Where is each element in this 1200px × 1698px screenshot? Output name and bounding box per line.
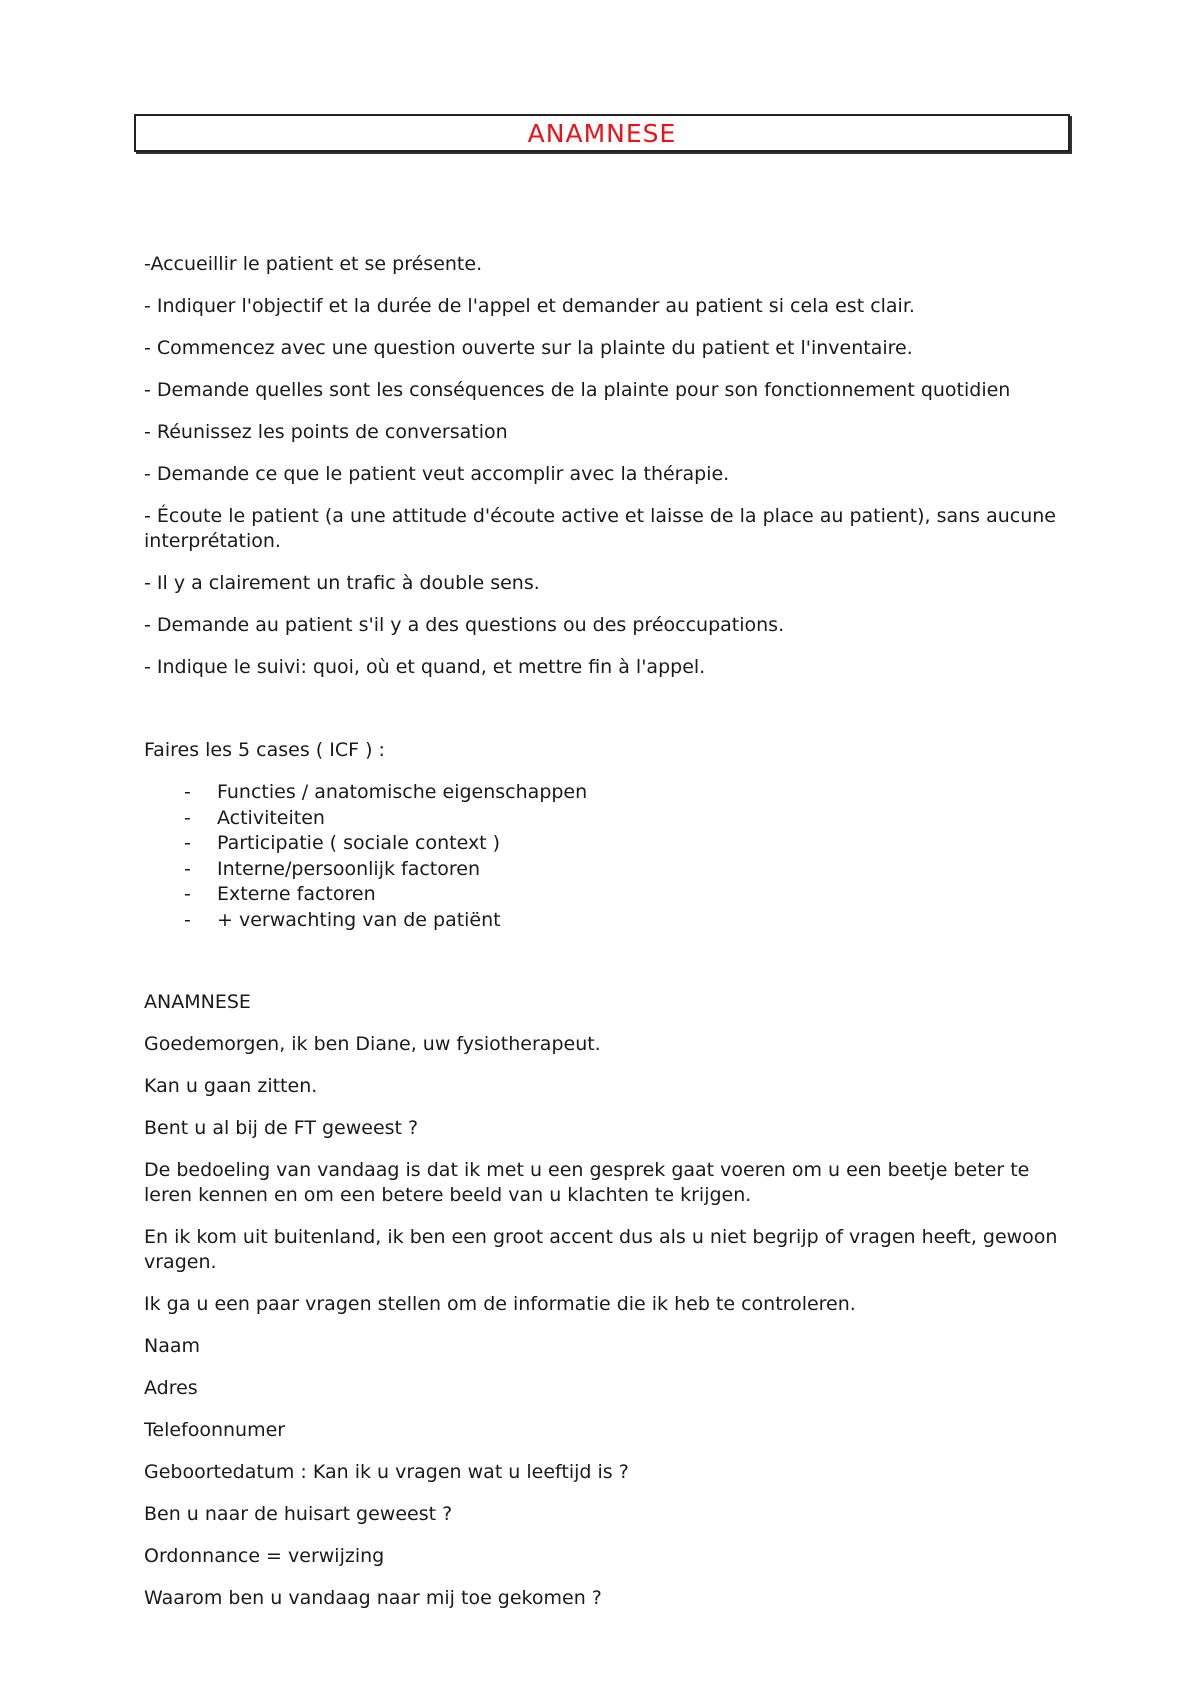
script-line: De bedoeling van vandaag is dat ik met u een gesprek gaat voeren om u een beetje beter te leren kennen en om een betere beeld van u klachten te krijgen. [144, 1158, 1030, 1206]
script-line: Geboortedatum : Kan ik u vragen wat u leeftijd is ? [144, 1460, 629, 1483]
script-line: Adres [144, 1376, 198, 1399]
script-line: Bent u al bij de FT geweest ? [144, 1116, 419, 1139]
icf-item-label: Externe factoren [217, 883, 376, 906]
bullet-dash: - [184, 908, 191, 931]
icf-item-label: Functies / anatomische eigenschappen [217, 781, 588, 803]
icf-list-item [144, 857, 1064, 883]
script-line: Ik ga u een paar vragen stellen om de informatie die ik heb te controleren. [144, 1292, 856, 1315]
document-title: ANAMNESE [527, 118, 677, 148]
script-line: Waarom ben u vandaag naar mij toe gekomen ? [144, 1586, 602, 1609]
script-line: Ordonnance = verwijzing [144, 1544, 385, 1567]
step-item: - Demande au patient s'il y a des questions ou des préoccupations. [144, 614, 785, 636]
icf-list [144, 780, 1064, 934]
icf-list-item [144, 780, 1064, 806]
step-item: - Écoute le patient (a une attitude d'écoute active et laisse de la place au patient), sans aucune interprétation. [144, 505, 1056, 552]
step-item: - Commencez avec une question ouverte sur la plainte du patient et l'inventaire. [144, 337, 913, 359]
step-item: - Indique le suivi: quoi, où et quand, et mettre fin à l'appel. [144, 656, 706, 678]
step-item: - Il y a clairement un trafic à double sens. [144, 572, 540, 594]
script-heading: ANAMNESE [144, 990, 251, 1013]
icf-item-label: + verwachting van de patiënt [217, 908, 501, 931]
icf-list-item [144, 908, 1064, 934]
script-line: Ben u naar de huisart geweest ? [144, 1502, 453, 1525]
icf-list-item [144, 882, 1064, 908]
section-spacer [144, 697, 1064, 738]
step-item: -Accueillir le patient et se présente. [144, 253, 483, 275]
step-item: - Demande ce que le patient veut accomplir avec la thérapie. [144, 463, 730, 485]
icf-item-label: Participatie ( sociale context ) [217, 832, 501, 855]
icf-list-item [144, 806, 1064, 832]
script-line: Telefoonnumer [144, 1418, 286, 1441]
step-item: - Réunissez les points de conversation [144, 421, 508, 443]
document-body [144, 252, 1064, 1628]
script-line: Kan u gaan zitten. [144, 1074, 318, 1097]
script-line: Goedemorgen, ik ben Diane, uw fysiotherapeut. [144, 1032, 601, 1055]
icf-heading: Faires les 5 cases ( ICF ) : [144, 739, 385, 761]
bullet-dash: - [184, 806, 191, 829]
section-spacer [144, 934, 1064, 990]
bullet-dash: - [184, 781, 191, 803]
bullet-dash: - [184, 832, 191, 855]
bullet-dash: - [184, 857, 191, 880]
step-item: - Demande quelles sont les conséquences de la plainte pour son fonctionnement quotidien [144, 379, 1011, 401]
script-line: En ik kom uit buitenland, ik ben een groot accent dus als u niet begrijp of vragen heeft, gewoon vragen. [144, 1225, 1058, 1273]
script-line: Naam [144, 1334, 201, 1357]
step-item: - Indiquer l'objectif et la durée de l'appel et demander au patient si cela est clair. [144, 295, 915, 317]
icf-item-label: Activiteiten [217, 806, 325, 829]
bullet-dash: - [184, 883, 191, 906]
icf-list-item [144, 831, 1064, 857]
title-box [134, 114, 1070, 152]
icf-item-label: Interne/persoonlijk factoren [217, 857, 481, 880]
